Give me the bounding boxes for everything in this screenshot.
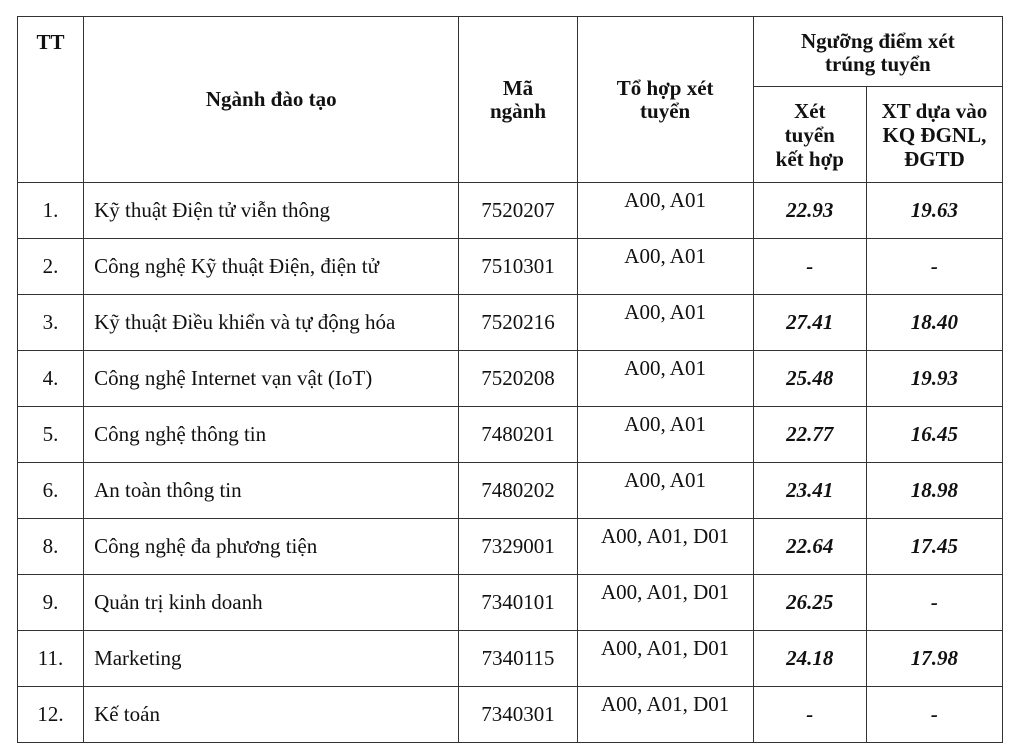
cell-dgnl-score: 17.98 xyxy=(866,631,1002,687)
cell-combination: A00, A01, D01 xyxy=(577,575,753,631)
table-body xyxy=(18,183,1003,743)
cell-code: 7520216 xyxy=(459,295,577,351)
cell-tt: 6. xyxy=(18,463,84,519)
header-dgnl-line3: ĐGTD xyxy=(904,146,965,171)
cell-tt: 11. xyxy=(18,631,84,687)
table-row xyxy=(18,687,1003,743)
cell-dgnl-score: 16.45 xyxy=(866,407,1002,463)
header-dgnl-line2: KQ ĐGNL, xyxy=(882,122,987,147)
table-row xyxy=(18,519,1003,575)
table-row xyxy=(18,351,1003,407)
cell-combination: A00, A01 xyxy=(577,407,753,463)
cell-major: Công nghệ đa phương tiện xyxy=(84,519,459,575)
cell-combination: A00, A01 xyxy=(577,295,753,351)
cell-major: Công nghệ thông tin xyxy=(84,407,459,463)
admission-score-table xyxy=(17,16,1003,743)
cell-code: 7480201 xyxy=(459,407,577,463)
table-row xyxy=(18,239,1003,295)
cell-combination: A00, A01, D01 xyxy=(577,519,753,575)
cell-code: 7340115 xyxy=(459,631,577,687)
cell-tt: 5. xyxy=(18,407,84,463)
header-threshold xyxy=(753,17,1002,87)
header-dgnl xyxy=(866,87,1002,183)
table-header xyxy=(18,17,1003,183)
cell-combined-score: 22.77 xyxy=(753,407,866,463)
header-threshold-line1: Ngưỡng điểm xét xyxy=(801,28,955,53)
cell-combined-score: 24.18 xyxy=(753,631,866,687)
cell-tt: 4. xyxy=(18,351,84,407)
cell-tt: 3. xyxy=(18,295,84,351)
cell-tt: 1. xyxy=(18,183,84,239)
cell-combined-score: 27.41 xyxy=(753,295,866,351)
header-tt: TT xyxy=(18,17,84,183)
cell-combined-score: 23.41 xyxy=(753,463,866,519)
cell-code: 7480202 xyxy=(459,463,577,519)
cell-major: Công nghệ Internet vạn vật (IoT) xyxy=(84,351,459,407)
cell-combined-score: 26.25 xyxy=(753,575,866,631)
cell-combined-score: 22.93 xyxy=(753,183,866,239)
header-combined xyxy=(753,87,866,183)
cell-code: 7520207 xyxy=(459,183,577,239)
cell-major: An toàn thông tin xyxy=(84,463,459,519)
cell-dgnl-score: 19.93 xyxy=(866,351,1002,407)
header-code xyxy=(459,17,577,183)
header-combination-line1: Tổ hợp xét xyxy=(616,75,714,100)
cell-major: Quản trị kinh doanh xyxy=(84,575,459,631)
cell-combination: A00, A01 xyxy=(577,463,753,519)
header-combined-line1: Xét xyxy=(794,98,826,123)
cell-combined-score: - xyxy=(753,239,866,295)
cell-combination: A00, A01, D01 xyxy=(577,687,753,743)
cell-code: 7520208 xyxy=(459,351,577,407)
cell-code: 7340101 xyxy=(459,575,577,631)
cell-combined-score: - xyxy=(753,687,866,743)
cell-dgnl-score: - xyxy=(866,575,1002,631)
cell-dgnl-score: 17.45 xyxy=(866,519,1002,575)
cell-combined-score: 22.64 xyxy=(753,519,866,575)
cell-combination: A00, A01 xyxy=(577,351,753,407)
cell-dgnl-score: 18.40 xyxy=(866,295,1002,351)
header-major: Ngành đào tạo xyxy=(84,17,459,183)
cell-tt: 2. xyxy=(18,239,84,295)
table-row xyxy=(18,183,1003,239)
cell-combination: A00, A01, D01 xyxy=(577,631,753,687)
cell-major: Marketing xyxy=(84,631,459,687)
cell-dgnl-score: - xyxy=(866,239,1002,295)
header-threshold-line2: trúng tuyển xyxy=(825,51,931,76)
header-dgnl-line1: XT dựa vào xyxy=(881,98,988,123)
cell-dgnl-score: 18.98 xyxy=(866,463,1002,519)
header-code-line2: ngành xyxy=(489,98,547,123)
cell-dgnl-score: - xyxy=(866,687,1002,743)
cell-combination: A00, A01 xyxy=(577,183,753,239)
cell-combined-score: 25.48 xyxy=(753,351,866,407)
cell-code: 7340301 xyxy=(459,687,577,743)
cell-combination: A00, A01 xyxy=(577,239,753,295)
cell-dgnl-score: 19.63 xyxy=(866,183,1002,239)
cell-major: Kỹ thuật Điều khiển và tự động hóa xyxy=(84,295,459,351)
cell-tt: 8. xyxy=(18,519,84,575)
table-row xyxy=(18,407,1003,463)
cell-major: Kỹ thuật Điện tử viễn thông xyxy=(84,183,459,239)
header-combined-line2: tuyển xyxy=(784,122,835,147)
cell-tt: 9. xyxy=(18,575,84,631)
table-row xyxy=(18,631,1003,687)
cell-code: 7329001 xyxy=(459,519,577,575)
table-row xyxy=(18,463,1003,519)
header-code-line1: Mã xyxy=(502,75,534,100)
cell-major: Công nghệ Kỹ thuật Điện, điện tử xyxy=(84,239,459,295)
header-combination-line2: tuyển xyxy=(640,98,691,123)
cell-code: 7510301 xyxy=(459,239,577,295)
header-combination xyxy=(577,17,753,183)
table-row xyxy=(18,295,1003,351)
cell-tt: 12. xyxy=(18,687,84,743)
header-combined-line3: kết hợp xyxy=(775,146,844,171)
table-row xyxy=(18,575,1003,631)
cell-major: Kế toán xyxy=(84,687,459,743)
